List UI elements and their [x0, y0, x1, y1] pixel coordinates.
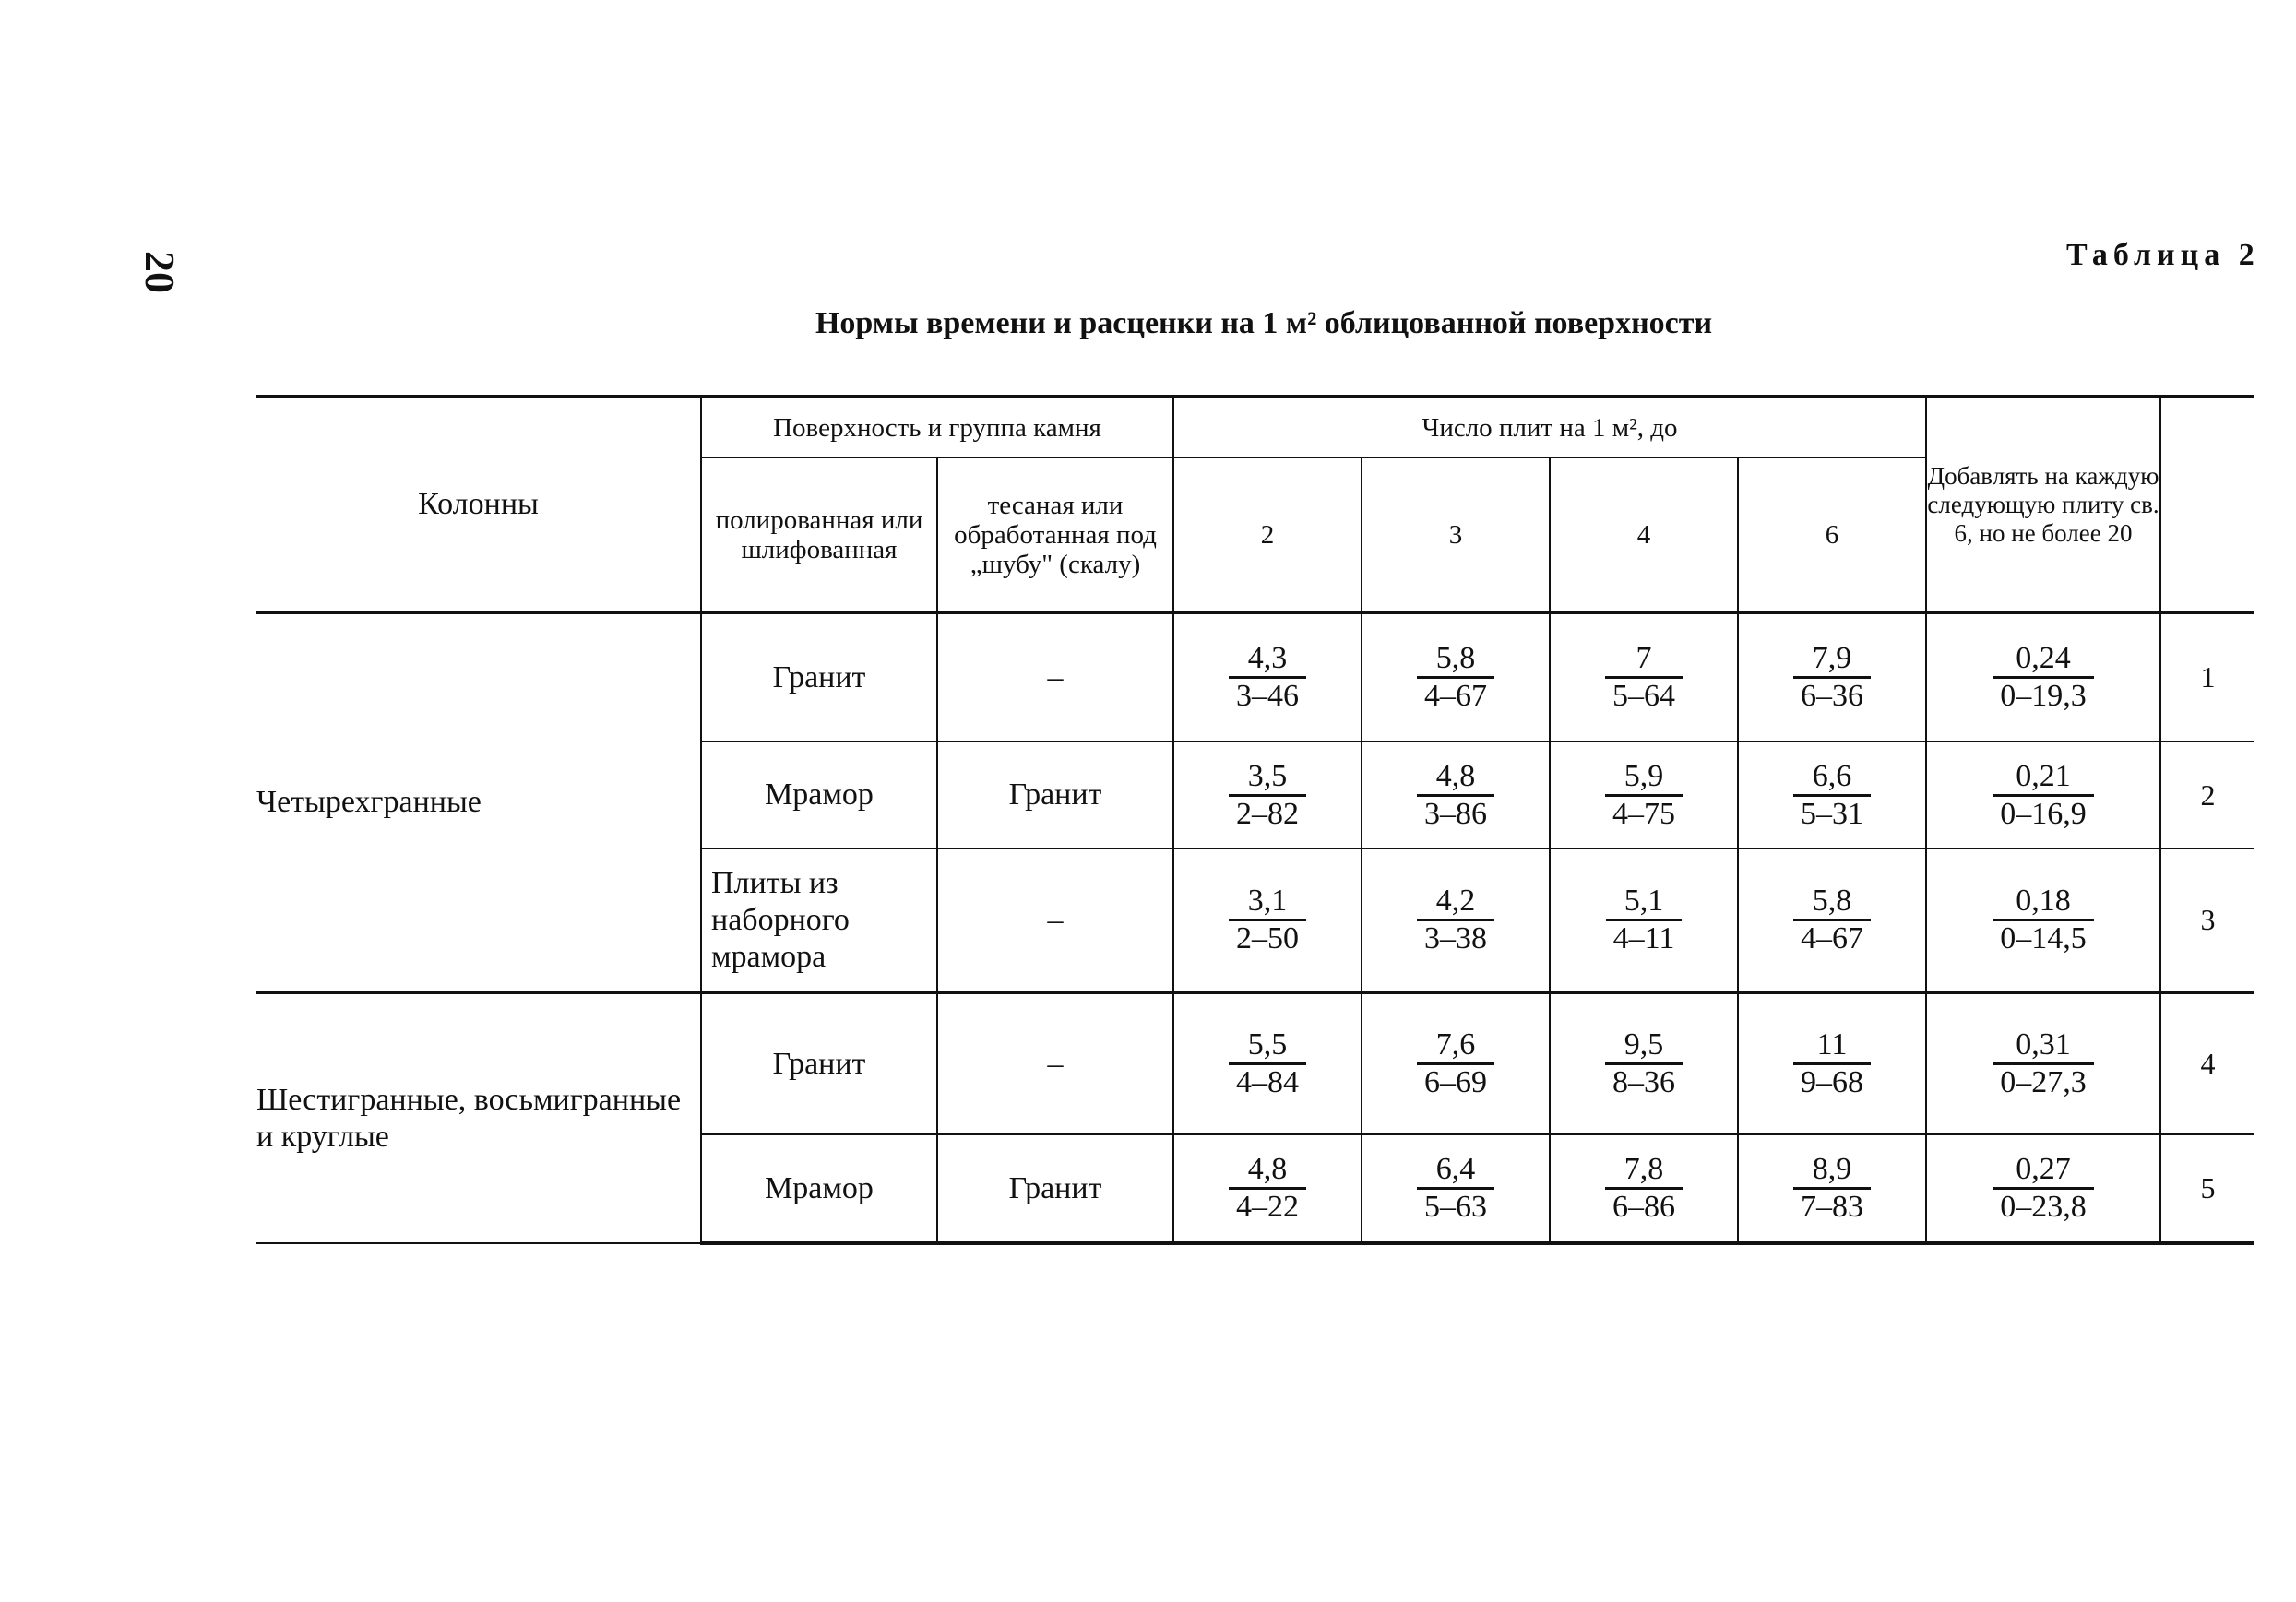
header-count: 6	[1738, 457, 1926, 612]
header-hewn: тесаная или обработанная под „шубу" (скалу)	[937, 457, 1173, 612]
norm-time: 0,21	[1993, 759, 2094, 797]
value-cell	[1550, 992, 1738, 1134]
row-number: 1	[2160, 612, 2254, 742]
norm-time: 5,8	[1417, 641, 1494, 679]
rate: 5–63	[1424, 1190, 1487, 1224]
rate: 0–23,8	[2000, 1190, 2087, 1224]
rate: 3–46	[1236, 679, 1299, 713]
rate: 6–36	[1801, 679, 1864, 713]
value-cell	[1362, 848, 1550, 992]
page-number: 20	[137, 251, 184, 293]
norm-time: 5,1	[1606, 884, 1683, 921]
value-cell	[1362, 1134, 1550, 1243]
value-cell	[1173, 992, 1362, 1134]
polished-cell: Плиты из наборного мрамора	[701, 848, 937, 992]
header-columns: Колонны	[256, 397, 701, 612]
rate: 5–31	[1801, 796, 1864, 831]
header-count: 2	[1173, 457, 1362, 612]
rate: 2–82	[1236, 796, 1299, 831]
add-cell	[1926, 848, 2160, 992]
norm-time: 4,8	[1229, 1152, 1306, 1190]
rate: 6–86	[1612, 1190, 1675, 1224]
value-cell	[1738, 612, 1926, 742]
hewn-cell: Гранит	[937, 742, 1173, 848]
rate: 4–22	[1236, 1190, 1299, 1224]
value-cell	[1550, 612, 1738, 742]
norm-time: 6,4	[1417, 1152, 1494, 1190]
header-polished: полированная или шлифованная	[701, 457, 937, 612]
value-cell	[1362, 612, 1550, 742]
polished-cell: Гранит	[701, 992, 937, 1134]
rate: 5–64	[1612, 679, 1675, 713]
hewn-cell: Гранит	[937, 1134, 1173, 1243]
rate: 6–69	[1424, 1065, 1487, 1099]
norm-time: 4,3	[1229, 641, 1306, 679]
norm-time: 3,1	[1229, 884, 1306, 921]
group-label: Четырехгранные	[256, 612, 701, 992]
norm-time: 0,24	[1993, 641, 2094, 679]
header-count: 3	[1362, 457, 1550, 612]
rate: 0–16,9	[2000, 796, 2087, 831]
norm-time: 7,6	[1417, 1027, 1494, 1065]
hewn-cell: –	[937, 612, 1173, 742]
norm-time: 7,8	[1605, 1152, 1683, 1190]
table-row	[256, 992, 2254, 1134]
table-row	[256, 612, 2254, 742]
hewn-cell: –	[937, 992, 1173, 1134]
header-add-each: Добавлять на каждую следующую плиту св. 6, но не более 20	[1926, 397, 2160, 612]
rate: 4–84	[1236, 1065, 1299, 1099]
group-label: Шестигранные, восьмигранные и круглые	[256, 992, 701, 1243]
rate: 2–50	[1236, 921, 1299, 955]
rate: 7–83	[1801, 1190, 1864, 1224]
value-cell	[1550, 742, 1738, 848]
header-row-1	[256, 397, 2254, 457]
rate: 0–19,3	[2000, 679, 2087, 713]
value-cell	[1173, 848, 1362, 992]
norm-time: 0,31	[1993, 1027, 2094, 1065]
rate: 3–38	[1424, 921, 1487, 955]
table-title: Нормы времени и расценки на 1 м² облицованной поверхности	[815, 306, 1713, 340]
header-row-number	[2160, 397, 2254, 612]
row-number: 2	[2160, 742, 2254, 848]
norm-time: 3,5	[1229, 759, 1306, 797]
add-cell	[1926, 1134, 2160, 1243]
norm-time: 7,9	[1793, 641, 1871, 679]
rate: 3–86	[1424, 796, 1487, 831]
norm-time: 4,8	[1417, 759, 1494, 797]
norm-time: 7	[1605, 641, 1683, 679]
header-surface-group: Поверхность и группа камня	[701, 397, 1173, 457]
polished-cell: Мрамор	[701, 1134, 937, 1243]
rate: 8–36	[1612, 1065, 1675, 1099]
norm-time: 5,9	[1605, 759, 1683, 797]
value-cell	[1550, 848, 1738, 992]
rate: 4–11	[1612, 921, 1675, 955]
norm-time: 11	[1793, 1027, 1871, 1065]
rate: 0–14,5	[2000, 921, 2087, 955]
norm-time: 0,27	[1993, 1152, 2094, 1190]
norm-time: 8,9	[1793, 1152, 1871, 1190]
norm-time: 0,18	[1993, 884, 2094, 921]
norms-table	[256, 395, 2254, 1245]
norm-time: 6,6	[1793, 759, 1871, 797]
row-number: 3	[2160, 848, 2254, 992]
rate: 4–75	[1612, 796, 1675, 831]
value-cell	[1738, 992, 1926, 1134]
table-label: Таблица 2	[2066, 238, 2260, 272]
value-cell	[1738, 1134, 1926, 1243]
value-cell	[1362, 992, 1550, 1134]
value-cell	[1173, 1134, 1362, 1243]
rate: 4–67	[1801, 921, 1864, 955]
value-cell	[1738, 848, 1926, 992]
rate: 4–67	[1424, 679, 1487, 713]
header-count: 4	[1550, 457, 1738, 612]
rate: 9–68	[1801, 1065, 1864, 1099]
header-plates-per-m2: Число плит на 1 м², до	[1173, 397, 1926, 457]
norm-time: 5,5	[1229, 1027, 1306, 1065]
add-cell	[1926, 992, 2160, 1134]
row-number: 4	[2160, 992, 2254, 1134]
value-cell	[1173, 742, 1362, 848]
polished-cell: Гранит	[701, 612, 937, 742]
value-cell	[1173, 612, 1362, 742]
add-cell	[1926, 742, 2160, 848]
norm-time: 4,2	[1417, 884, 1494, 921]
value-cell	[1738, 742, 1926, 848]
norm-time: 5,8	[1793, 884, 1871, 921]
value-cell	[1550, 1134, 1738, 1243]
hewn-cell: –	[937, 848, 1173, 992]
value-cell	[1362, 742, 1550, 848]
row-number: 5	[2160, 1134, 2254, 1243]
polished-cell: Мрамор	[701, 742, 937, 848]
rate: 0–27,3	[2000, 1065, 2087, 1099]
add-cell	[1926, 612, 2160, 742]
norm-time: 9,5	[1605, 1027, 1683, 1065]
